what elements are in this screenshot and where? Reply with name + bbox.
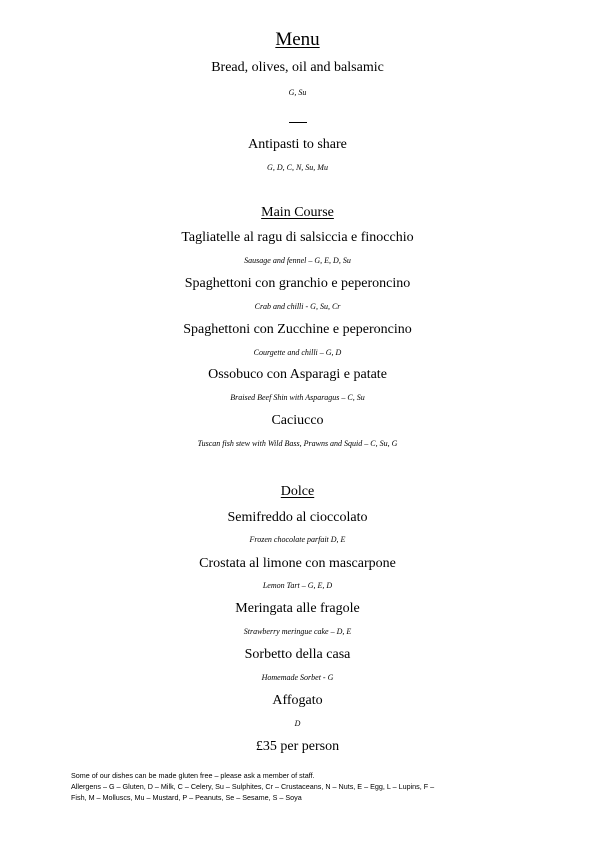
main-item-name: Ossobuco con Asparagi e patate xyxy=(208,367,387,382)
antipasti-allergens: G, D, C, N, Su, Mu xyxy=(267,163,328,172)
main-item-name: Caciucco xyxy=(271,413,324,428)
allergen-key-line: Allergens – G – Gluten, D – Milk, C – Celery, Su – Sulphites, Cr – Crustaceans, N – Nuts, E – Egg, L – Lupins, F – xyxy=(71,782,435,791)
dolce-heading: Dolce xyxy=(280,484,315,499)
section-divider xyxy=(289,122,307,123)
main-item-desc: Tuscan fish stew with Wild Bass, Prawns and Squid – C, Su, G xyxy=(197,439,398,448)
dolce-item-name: Crostata al limone con mascarpone xyxy=(199,556,396,571)
dolce-item-desc: Strawberry meringue cake – D, E xyxy=(243,627,352,636)
dolce-item-name: Meringata alle fragole xyxy=(235,601,360,616)
starter-allergens: G, Su xyxy=(288,88,307,97)
dolce-item-desc: Frozen chocolate parfait D, E xyxy=(249,535,346,544)
starter-name: Bread, olives, oil and balsamic xyxy=(211,60,384,75)
dolce-item-name: Affogato xyxy=(272,693,323,708)
main-item-name: Spaghettoni con Zucchine e peperoncino xyxy=(183,322,412,337)
dolce-item-desc: Homemade Sorbet - G xyxy=(261,673,334,682)
dolce-item-desc: D xyxy=(294,719,301,728)
main-item-desc: Courgette and chilli – G, D xyxy=(253,348,342,357)
main-course-heading: Main Course xyxy=(261,205,334,220)
allergen-footer xyxy=(71,770,531,803)
allergen-key-line: Fish, M – Molluscs, Mu – Mustard, P – Peanuts, Se – Sesame, S – Soya xyxy=(71,793,302,802)
antipasti-name: Antipasti to share xyxy=(248,137,347,152)
gluten-free-note: Some of our dishes can be made gluten free – please ask a member of staff. xyxy=(71,771,315,780)
main-item-desc: Braised Beef Shin with Asparagus – C, Su xyxy=(230,393,365,402)
main-item-name: Spaghettoni con granchio e peperoncino xyxy=(184,276,411,291)
main-item-desc: Sausage and fennel – G, E, D, Su xyxy=(244,256,351,265)
dolce-item-desc: Lemon Tart – G, E, D xyxy=(262,581,333,590)
price-per-person: £35 per person xyxy=(255,739,340,754)
dolce-item-name: Sorbetto della casa xyxy=(244,647,351,662)
menu-title: Menu xyxy=(275,29,320,50)
main-item-desc: Crab and chilli - G, Su, Cr xyxy=(254,302,341,311)
dolce-item-name: Semifreddo al cioccolato xyxy=(227,510,368,525)
main-item-name: Tagliatelle al ragu di salsiccia e finocchio xyxy=(181,230,414,245)
